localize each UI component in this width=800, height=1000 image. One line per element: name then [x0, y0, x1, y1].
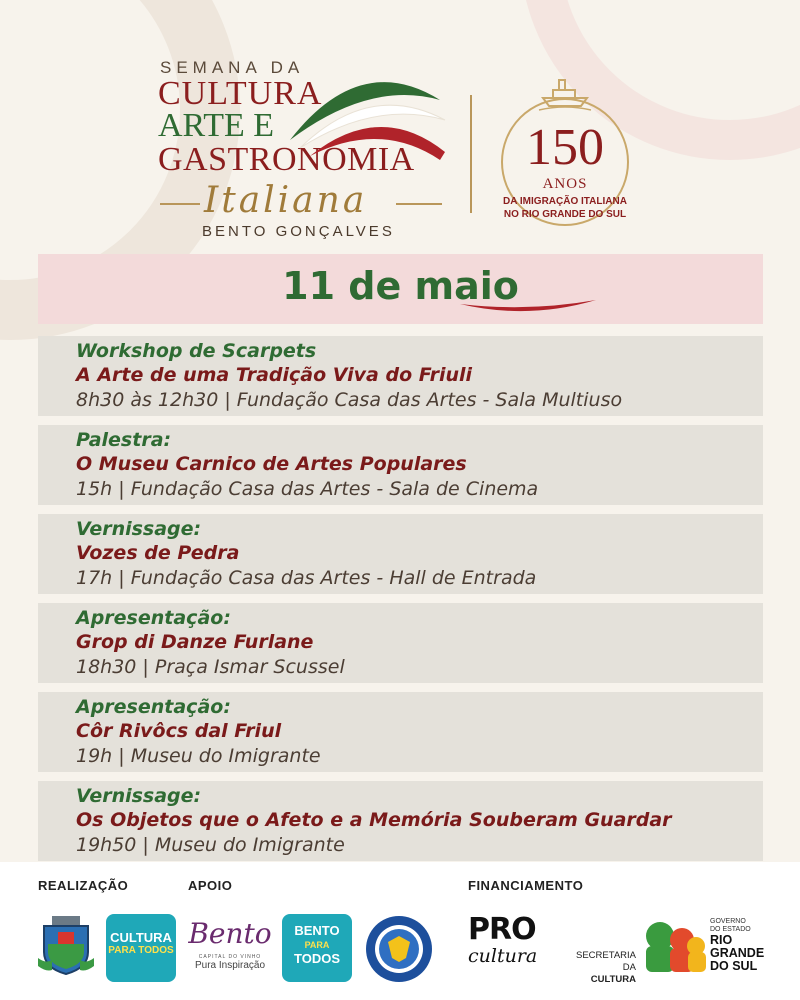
pro-line1: PRO [468, 912, 536, 947]
sec-line2: CULTURA [590, 974, 636, 985]
event-title: Côr Rivôcs dal Friul [76, 720, 282, 742]
bento-tagline: Pura Inspiração [194, 960, 266, 971]
header [0, 0, 800, 250]
event-category: Workshop de Scarpets [76, 340, 317, 362]
bpt-line2: PARA [304, 940, 330, 950]
rs-gov-line1: GOVERNO [710, 918, 746, 925]
badge-line2: NO RIO GRANDE DO SUL [503, 209, 627, 220]
badge-anos: ANOS [542, 176, 588, 192]
event-title: Grop di Danze Furlane [76, 631, 314, 653]
event-category: Apresentação: [76, 696, 231, 718]
event-category: Vernissage: [76, 785, 202, 807]
pro-line2: cultura [468, 945, 538, 967]
bento-name: Bento [188, 917, 272, 950]
event-title: Vozes de Pedra [76, 542, 240, 564]
rs-name-line2: GRANDE [710, 946, 765, 960]
event-time-location: 19h50 | Museu do Imigrante [76, 834, 345, 856]
label-apoio: APOIO [188, 878, 233, 893]
header-divider [470, 95, 472, 213]
event-card [38, 336, 763, 416]
bpt-line3: TODOS [294, 951, 340, 966]
municipal-crest-icon [38, 914, 94, 976]
event-title: Os Objetos que o Afeto e a Memória Souberam Guardar [76, 809, 672, 831]
event-title: O Museu Carnico de Artes Populares [76, 453, 467, 475]
flag-underline-icon [458, 298, 598, 320]
logo-rule [396, 203, 442, 205]
event-card [38, 425, 763, 505]
date-banner [38, 254, 763, 324]
cultura-para-todos-logo [106, 914, 176, 982]
logo-line-arte: ARTE E [158, 107, 274, 144]
rs-name-line1: RIO [710, 933, 733, 947]
label-realizacao: REALIZAÇÃO [38, 878, 129, 893]
bento-para-todos-logo [282, 914, 352, 982]
logo-line-gastronomia: GASTRONOMIA [158, 141, 415, 178]
event-time-location: 17h | Fundação Casa das Artes - Hall de Entrada [76, 567, 537, 589]
cpt-line1: CULTURA [110, 930, 172, 945]
rs-government-label [710, 918, 790, 973]
cpt-line2: PARA TODOS [108, 945, 174, 956]
event-category: Apresentação: [76, 607, 231, 629]
rs-gov-line2: DO ESTADO [710, 926, 751, 933]
event-category: Palestra: [76, 429, 172, 451]
event-card [38, 603, 763, 683]
event-time-location: 15h | Fundação Casa das Artes - Sala de Cinema [76, 478, 539, 500]
event-card [38, 514, 763, 594]
event-time-location: 8h30 às 12h30 | Fundação Casa das Artes - Sala Multiuso [76, 389, 623, 411]
sec-line1: SECRETARIA DA [575, 950, 636, 973]
badge-number: 150 [526, 119, 604, 176]
event-category: Vernissage: [76, 518, 202, 540]
ship-icon [535, 72, 595, 112]
logo-city: BENTO GONÇALVES [202, 223, 395, 240]
date-heading: 11 de maio [282, 264, 519, 308]
rs-government-heads-icon [640, 918, 706, 974]
bento-logo [186, 914, 274, 984]
logo-rule [160, 203, 200, 205]
circolo-friulano-seal-icon [364, 914, 434, 984]
event-time-location: 18h30 | Praça Ismar Scussel [76, 656, 345, 678]
rs-name-line3: DO SUL [710, 959, 758, 973]
sponsors-footer [0, 862, 800, 1000]
bpt-line1: BENTO [294, 923, 340, 938]
italian-flag-swoosh-icon [280, 60, 450, 170]
logo-line-cultura: CULTURA [158, 75, 323, 112]
logo-line-semana: SEMANA DA [160, 58, 305, 77]
logo-script-italiana: Italiana [204, 180, 368, 221]
anniversary-badge [495, 72, 635, 237]
event-card [38, 781, 763, 861]
badge-line1: DA IMIGRAÇÃO ITALIANA [503, 196, 627, 207]
pro-cultura-logo [468, 914, 540, 976]
event-card [38, 692, 763, 772]
label-financiamento: FINANCIAMENTO [468, 878, 584, 893]
bento-sub: CAPITAL DO VINHO [198, 954, 262, 960]
event-title: A Arte de uma Tradição Viva do Friuli [76, 364, 473, 386]
event-time-location: 19h | Museu do Imigrante [76, 745, 321, 767]
secretaria-cultura-label [562, 950, 636, 986]
